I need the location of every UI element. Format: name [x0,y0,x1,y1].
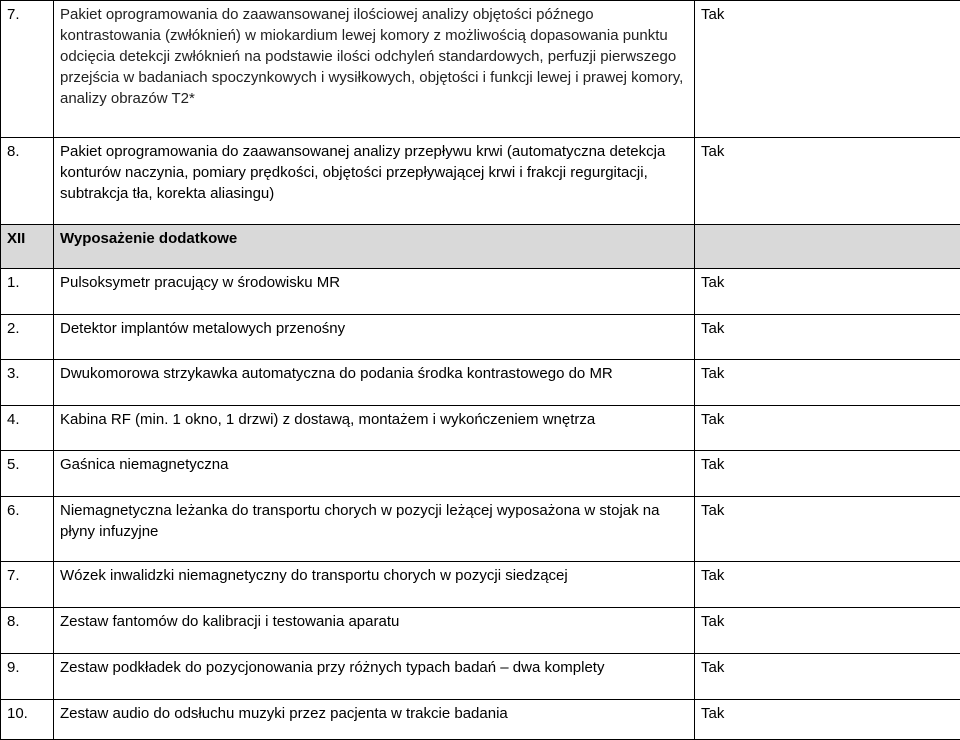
row-number: 8. [1,608,54,654]
row-number: 6. [1,497,54,562]
row-number: 9. [1,654,54,700]
row-value: Tak [695,451,960,497]
row-description: Niemagnetyczna leżanka do transportu chorych w pozycji leżącej wyposażona w stojak na płyny infuzyjne [54,497,695,562]
section-number: XII [1,225,54,269]
row-description: Zestaw fantomów do kalibracji i testowania aparatu [54,608,695,654]
row-number: 4. [1,406,54,451]
row-value: Tak [695,700,960,740]
row-description: Wózek inwalidzki niemagnetyczny do transportu chorych w pozycji siedzącej [54,562,695,608]
row-value: Tak [695,1,960,138]
table-row [1,497,960,562]
row-number: 7. [1,1,54,138]
row-value: Tak [695,269,960,315]
row-number: 7. [1,562,54,608]
row-description: Pakiet oprogramowania do zaawansowanej analizy przepływu krwi (automatyczna detekcja konturów naczynia, pomiary prędkości, objętości przepływającej krwi i frakcji regurgitacji, subtrakcja tła, korekta aliasingu) [54,138,695,225]
row-description: Zestaw audio do odsłuchu muzyki przez pacjenta w trakcie badania [54,700,695,740]
row-description: Pulsoksymetr pracujący w środowisku MR [54,269,695,315]
section-value [695,225,960,269]
section-title: Wyposażenie dodatkowe [54,225,695,269]
row-value: Tak [695,315,960,360]
row-value: Tak [695,360,960,406]
row-description: Dwukomorowa strzykawka automatyczna do podania środka kontrastowego do MR [54,360,695,406]
row-value: Tak [695,654,960,700]
table-row [1,360,960,406]
row-number: 3. [1,360,54,406]
row-description: Zestaw podkładek do pozycjonowania przy różnych typach badań – dwa komplety [54,654,695,700]
row-description: Pakiet oprogramowania do zaawansowanej ilościowej analizy objętości późnego kontrastowania (zwłóknień) w miokardium lewej komory z możliwością dopasowania punktu odcięcia detekcji zwłóknień na podstawie ilości odchyleń standardowych, perfuzji pierwszego przejścia w badaniach spoczynkowych i wysiłkowych, objętości i funkcji lewej i prawej komory, analizy obrazów T2* [54,1,695,138]
row-number: 2. [1,315,54,360]
row-description: Kabina RF (min. 1 okno, 1 drzwi) z dostawą, montażem i wykończeniem wnętrza [54,406,695,451]
row-description: Detektor implantów metalowych przenośny [54,315,695,360]
row-number: 10. [1,700,54,740]
row-description: Gaśnica niemagnetyczna [54,451,695,497]
row-number: 8. [1,138,54,225]
table-row [1,700,960,740]
table-row [1,315,960,360]
row-number: 1. [1,269,54,315]
table-row [1,654,960,700]
row-number: 5. [1,451,54,497]
table-row [1,608,960,654]
row-value: Tak [695,138,960,225]
table-row [1,1,960,138]
row-value: Tak [695,562,960,608]
table-row [1,451,960,497]
table-row [1,269,960,315]
table-row [1,138,960,225]
row-value: Tak [695,608,960,654]
table-row [1,406,960,451]
row-value: Tak [695,406,960,451]
section-header-row [1,225,960,269]
row-value: Tak [695,497,960,562]
table-row [1,562,960,608]
